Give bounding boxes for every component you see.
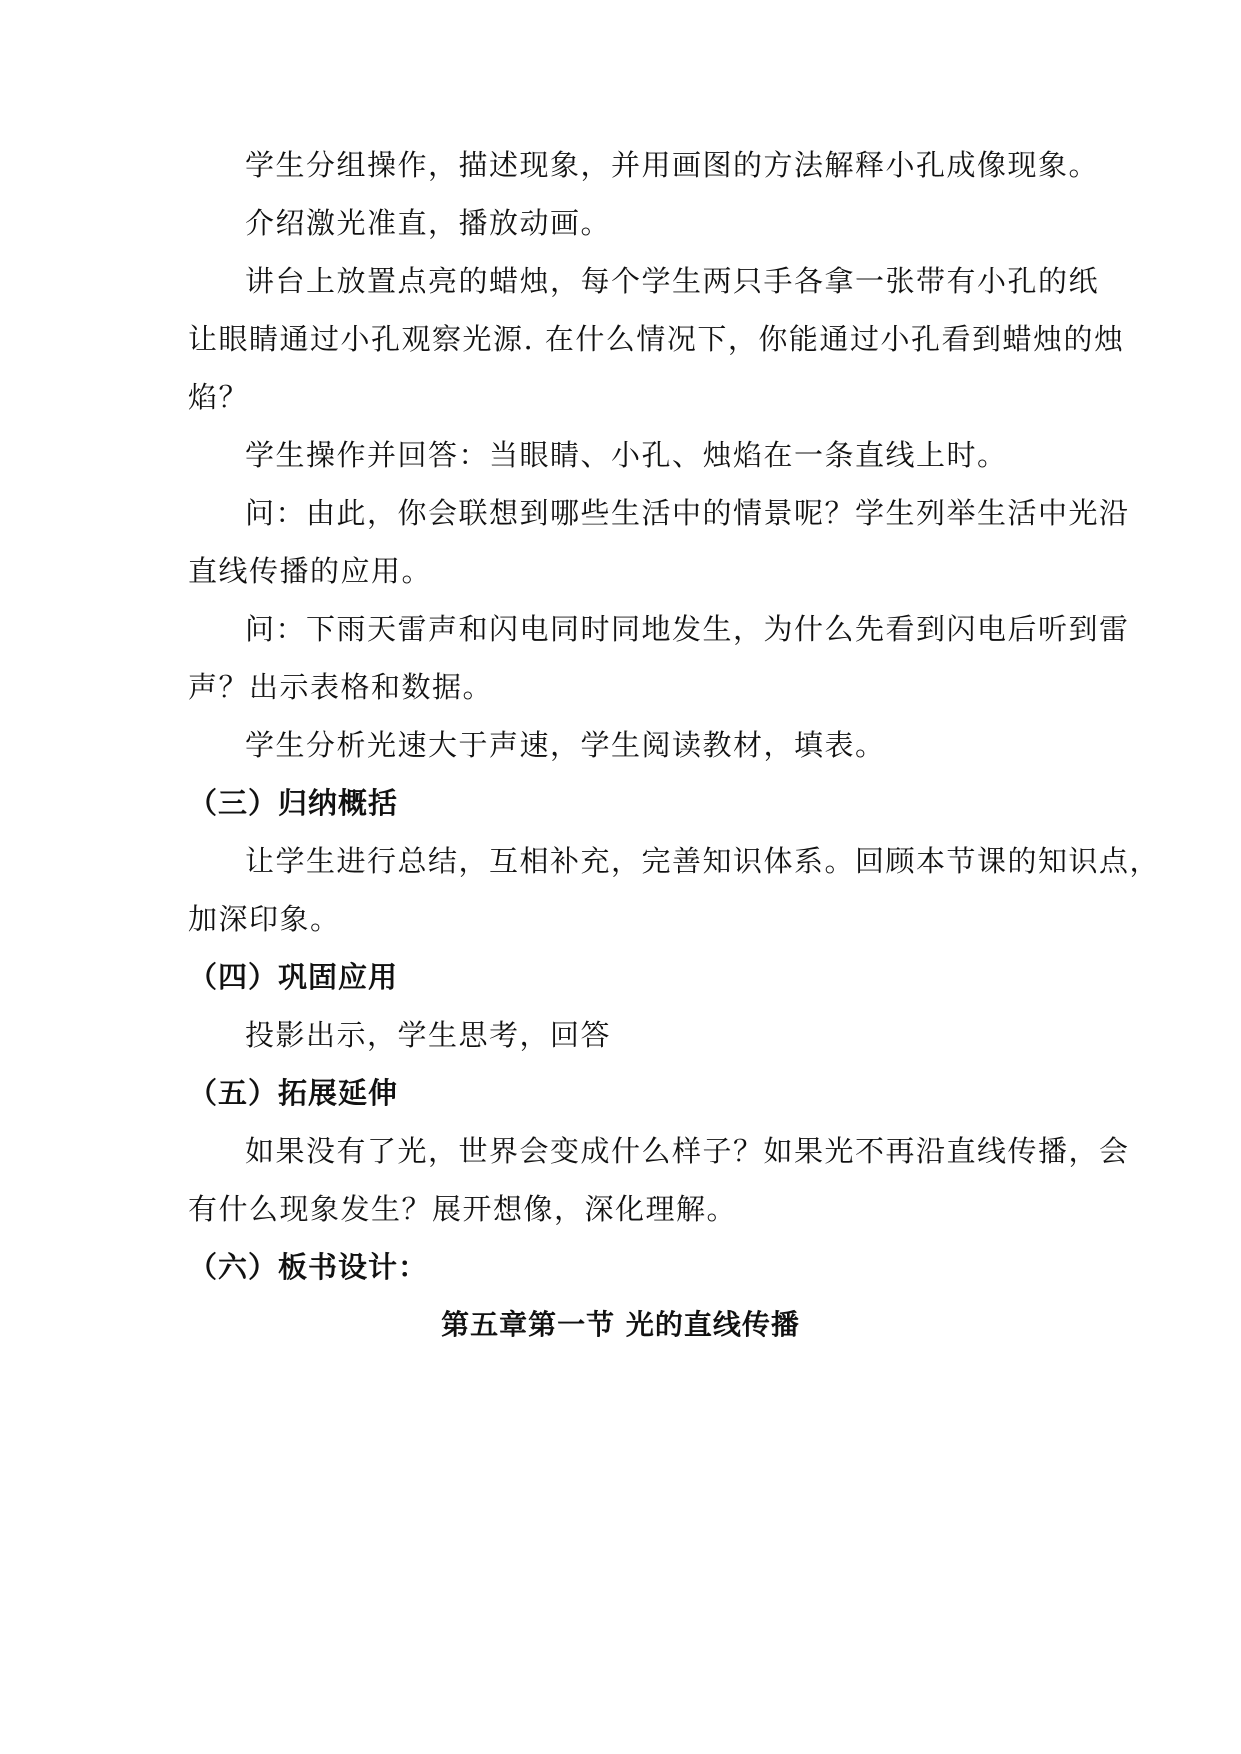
section-heading: （三）归纳概括 (188, 786, 399, 820)
paragraph-line: 如果没有了光，世界会变成什么样子？如果光不再沿直线传播，会 (245, 1134, 1130, 1168)
paragraph-line: 学生分析光速大于声速，学生阅读教材，填表。 (245, 728, 886, 762)
paragraph-line: 声？出示表格和数据。 (188, 670, 494, 704)
section-heading: （四）巩固应用 (188, 960, 399, 994)
paragraph-line: 让学生进行总结，互相补充，完善知识体系。回顾本节课的知识点， (245, 844, 1161, 878)
section-heading: （五）拓展延伸 (188, 1076, 399, 1110)
board-title: 第五章第一节 光的直线传播 (441, 1308, 800, 1341)
paragraph-line: 让眼睛通过小孔观察光源. 在什么情况下，你能通过小孔看到蜡烛的烛 (188, 322, 1125, 356)
paragraph-line: 问：由此，你会联想到哪些生活中的情景呢？学生列举生活中光沿 (245, 496, 1130, 530)
paragraph-line: 加深印象。 (188, 902, 341, 936)
paragraph-line: 问：下雨天雷声和闪电同时同地发生，为什么先看到闪电后听到雷 (245, 612, 1130, 646)
paragraph-line: 讲台上放置点亮的蜡烛，每个学生两只手各拿一张带有小孔的纸 (245, 264, 1100, 298)
paragraph-line: 介绍激光准直，播放动画。 (245, 206, 612, 240)
section-heading: （六）板书设计： (188, 1250, 429, 1284)
paragraph-line: 投影出示，学生思考，回答 (245, 1018, 612, 1052)
paragraph-line: 学生操作并回答：当眼睛、小孔、烛焰在一条直线上时。 (245, 438, 1008, 472)
paragraph-line: 焰？ (188, 380, 250, 414)
paragraph-line: 有什么现象发生？展开想像，深化理解。 (188, 1192, 738, 1226)
paragraph-line: 学生分组操作，描述现象，并用画图的方法解释小孔成像现象。 (245, 148, 1100, 182)
paragraph-line: 直线传播的应用。 (188, 554, 433, 588)
